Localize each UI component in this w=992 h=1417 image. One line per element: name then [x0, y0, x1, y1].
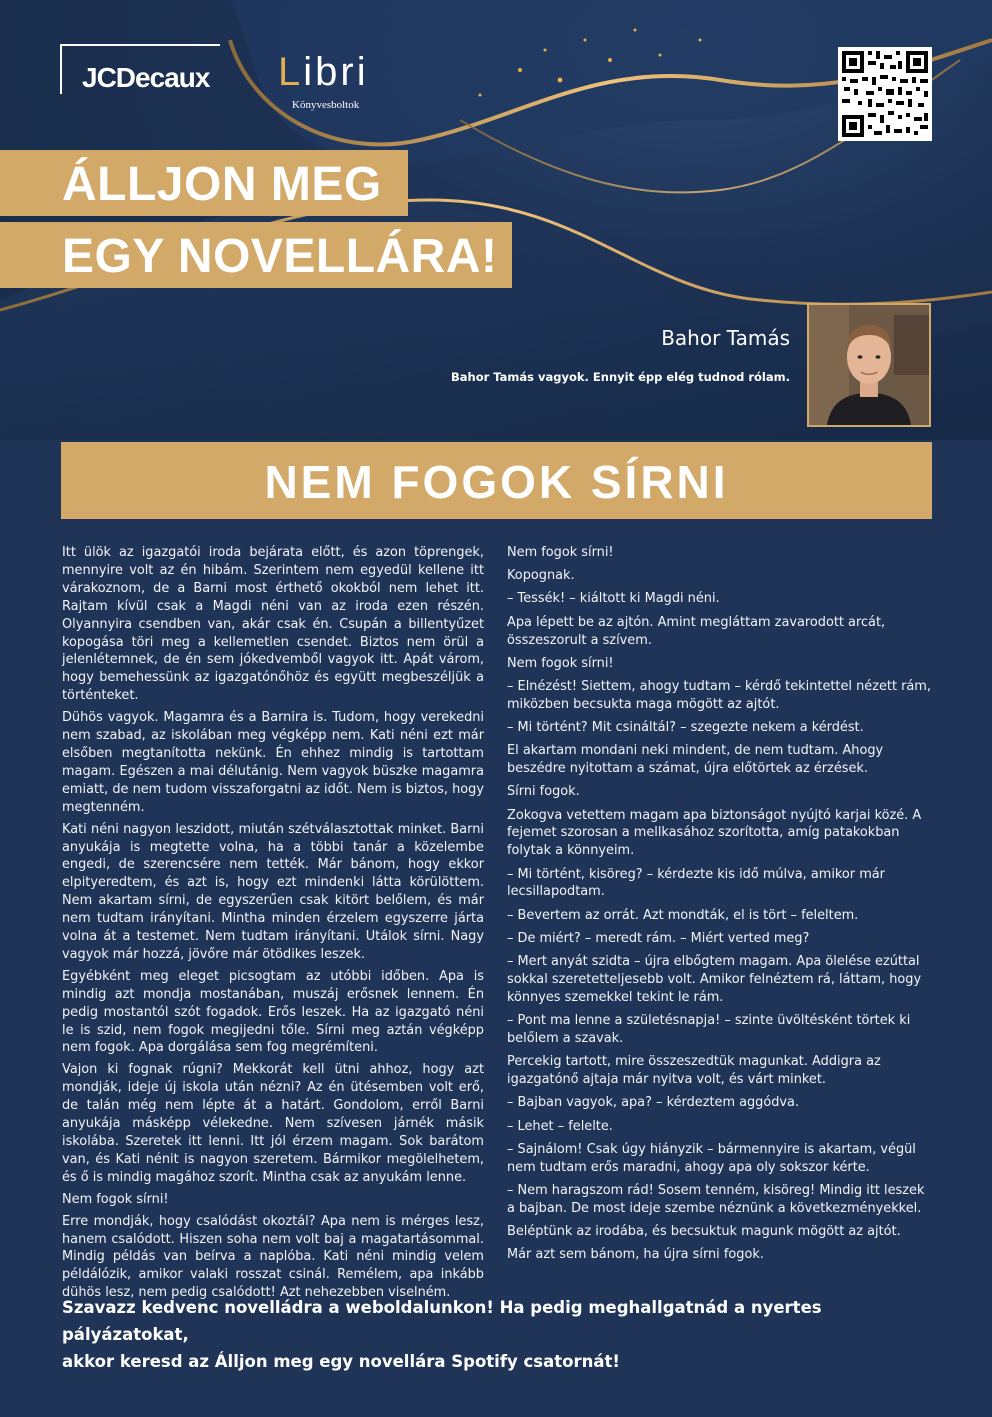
author-name: Bahor Tamás [661, 326, 790, 350]
logo-frame-left [60, 44, 62, 94]
campaign-headline-line2: EGY NOVELLÁRA! [0, 222, 512, 288]
story-paragraph: Egyébként meg eleget picsogtam az utóbbi időben. Apa is mindig azt mondja mostanában, muszáj erősnek lennem. Én pedig mostantól szót fogadok. Erős leszek. Ha az igazgató néni le is szid, nem fogok megijedni tőle. Sírni meg aztán végképp nem fogok. Apa dorgálása sem fog megrémíteni. [62, 968, 484, 1056]
story-paragraph: – De miért? – meredt rám. – Miért verted meg? [507, 930, 810, 946]
story-paragraph: Nem fogok sírni! [507, 655, 614, 671]
logo-frame-top [60, 44, 220, 46]
libri-logo-initial: L [278, 50, 304, 94]
story-column-right [507, 544, 931, 1269]
story-paragraph: Kopognak. [507, 568, 575, 584]
story-paragraph: Sírni fogok. [507, 784, 580, 800]
jcdecaux-logo: JCDecaux [82, 62, 210, 93]
story-paragraph: – Nem haragszom rád! Sosem tenném, kisöreg! Mindig itt leszek a bajban. De most ideje szembe néznünk a következményekkel. [507, 1182, 925, 1216]
story-paragraph: Zokogva vetettem magam apa biztonságot nyújtó karjai közé. A fejemet szorosan a mellkasához szorította, amíg patakokban folytak a könnyeim. [507, 807, 922, 859]
story-paragraph: – Tessék! – kiáltott ki Magdi néni. [507, 591, 720, 607]
story-paragraph: Vajon ki fognak rúgni? Mekkorát kell ütni ahhoz, hogy azt mondják, ideje új iskola után nézni? Az én ütésemben volt erő, de talán még nem lépte át a határt. Gondolom, erről Barni anyukája másképp vélekedne. Nem szívesen járnék másik iskolába. Szeretek itt lenni. Itt jól érzem magam. Sok barátom van, és Kati nénit is nagyon szeretem. Bármikor megölelhetem, és ő is mindig magához szorít. Mintha csak az anyukám lenne. [62, 1062, 484, 1185]
author-photo [807, 303, 931, 427]
story-title: NEM FOGOK SÍRNI [61, 442, 932, 519]
story-paragraph: El akartam mondani neki mindent, de nem tudtam. Ahogy beszédre nyitottam a számat, újra előtörtek az érzések. [507, 743, 884, 777]
story-column-left [62, 544, 484, 1306]
call-to-action-line1: Szavazz kedvenc novelládra a weboldalunkon! Ha pedig meghallgatnád a nyertes pályázatokat, [62, 1298, 822, 1344]
author-bio: Bahor Tamás vagyok. Ennyit épp elég tudnod rólam. [451, 370, 790, 384]
story-paragraph: – Lehet – felelte. [507, 1118, 613, 1134]
story-paragraph: Apa lépett be az ajtón. Amint megláttam zavarodott arcát, összeszorult a szívem. [507, 614, 886, 648]
story-paragraph: Itt ülök az igazgatói iroda bejárata előtt, és azon töprengek, mennyire volt az én hibám. Szerintem nem egyedül kellene itt várakoznom, de a Barni most érthető okokból nem lehet itt. Rajtam kívül csak a Magdi néni van az iroda ezen részén. Olyannyira csendben van, akár csak én. Csupán a billentyűzet kopogása töri meg a kellemetlen csendet. Biztos nem örül a jelenlétemnek, de én sem jókedvemből vagyok itt. Apát várom, hogy bemehessünk az igazgatónőhöz és együtt megbeszéljük a történteket. [62, 545, 484, 704]
story-paragraph: – Mert anyát szidta – újra elbőgtem magam. Apa ölelése ezúttal sokkal szeretetteljesebb volt. Amikor felnéztem rá, láttam, hogy könnyes szemekkel tekint le rám. [507, 954, 922, 1005]
story-paragraph: Dühös vagyok. Magamra és a Barnira is. Tudom, hogy verekedni nem szabad, az iskolában meg végképp nem. Kati néni ezt már elsőben megtanította nekünk. Én ehhez mindig is tartottam magam. Egészen a mai délutánig. Nem vagyok büszke magamra emiatt, de nem tudom visszaforgatni az időt. Nem is biztos, hogy megtenném. [62, 710, 484, 815]
story-paragraph: – Mi történt? Mit csináltál? – szegezte nekem a kérdést. [507, 720, 864, 736]
story-paragraph: Nem fogok sírni! [62, 1191, 169, 1207]
story-paragraph: – Bajban vagyok, apa? – kérdeztem aggódva. [507, 1095, 800, 1111]
story-paragraph: Percekig tartott, mire összeszedtük magunkat. Addigra az igazgatónő ajtaja már nyitva volt, és várt minket. [507, 1054, 881, 1088]
story-paragraph: – Mi történt, kisöreg? – kérdezte kis idő múlva, amikor már lecsillapodtam. [507, 866, 885, 900]
story-paragraph: Erre mondják, hogy csalódást okoztál? Apa nem is mérges lesz, hanem csalódott. Hiszen soha nem volt baj a magatartásommal. Mindig példás van beírva a naplóba. Kati néni mindig velem példálózik, amikor valaki rosszat csinál. Remélem, apa inkább dühös lesz, nem pedig csalódott! Azt nehezebben viselném. [62, 1213, 484, 1301]
call-to-action [62, 1294, 942, 1375]
qr-code-icon[interactable] [838, 47, 932, 141]
story-paragraph: Beléptünk az irodába, és becsuktuk magunk mögött az ajtót. [507, 1223, 901, 1239]
hero-banner [0, 0, 992, 440]
libri-subtitle: Könyvesboltok [292, 99, 360, 111]
libri-logo [278, 50, 369, 95]
story-paragraph: – Elnézést! Siettem, ahogy tudtam – kérdő tekintettel nézett rám, miközben becsukta maga mögött az ajtót. [507, 678, 931, 712]
story-paragraph: – Sajnálom! Csak úgy hiányzik – bármennyire is akartam, végül nem tudtam erős maradni, ahogy apa oly sokszor kérte. [507, 1141, 916, 1175]
story-paragraph: Nem fogok sírni! [507, 545, 614, 560]
libri-logo-rest: ibri [303, 50, 369, 94]
call-to-action-line2: akkor keresd az Álljon meg egy novellára Spotify csatornát! [62, 1352, 620, 1371]
story-paragraph: – Bevertem az orrát. Azt mondták, el is tört – feleltem. [507, 907, 859, 923]
story-paragraph: Kati néni nagyon leszidott, miután szétválasztottak minket. Barni anyukája is megtette volna, ha a többi tanár a közelembe engedi, de szerencsére nem tették. Már bánom, hogy ekkor elpityeredtem, és azt is, hogy ezt mindenki látta körülöttem. Nem akartam sírni, de egyszerűen csak kitört belőlem, és már nem tudtam irányítani. Mintha minden érzelem egyszerre járta volna át a testemet. Nem tudtam irányítani. Utálok sírni. Nagy vagyok már hozzá, jövőre már ötödikes leszek. [62, 821, 484, 962]
story-paragraph: – Pont ma lenne a születésnapja! – szinte üvöltésként törtek ki belőlem a szavak. [507, 1013, 911, 1046]
campaign-headline-line1: ÁLLJON MEG [0, 150, 408, 216]
story-paragraph: Már azt sem bánom, ha újra sírni fogok. [507, 1247, 764, 1263]
